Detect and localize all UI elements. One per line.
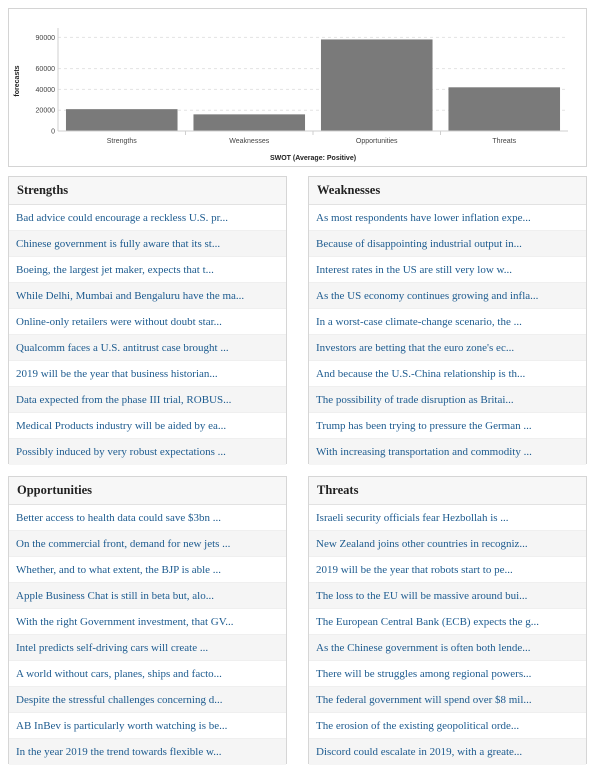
weaknesses-item-link[interactable]: As most respondents have lower inflation expe... bbox=[316, 211, 531, 224]
list-item bbox=[309, 413, 586, 439]
weaknesses-item-link[interactable]: Trump has been trying to pressure the German ... bbox=[316, 419, 532, 432]
strengths-item-link[interactable]: Medical Products industry will be aided by ea... bbox=[16, 419, 227, 432]
list-item bbox=[309, 583, 586, 609]
list-item bbox=[309, 739, 586, 765]
y-tick-label: 40000 bbox=[35, 86, 55, 94]
weaknesses-item-link[interactable]: With increasing transportation and commodity ... bbox=[316, 446, 532, 458]
strengths-item-link[interactable]: Possibly induced by very robust expectations ... bbox=[16, 446, 226, 458]
list-item bbox=[9, 713, 286, 739]
weaknesses-list bbox=[309, 205, 586, 465]
list-item bbox=[309, 505, 586, 531]
strengths-item-link[interactable]: While Delhi, Mumbai and Bengaluru have the ma... bbox=[16, 289, 245, 302]
opportunities-item-link[interactable]: Better access to health data could save $3bn ... bbox=[16, 511, 221, 524]
list-item bbox=[9, 231, 286, 257]
weaknesses-item-link[interactable]: As the US economy continues growing and infla... bbox=[316, 289, 539, 302]
list-item bbox=[9, 661, 286, 687]
list-item bbox=[309, 387, 586, 413]
weaknesses-item-link[interactable]: Investors are betting that the euro zone's ec... bbox=[316, 341, 515, 354]
threats-item-link[interactable]: The European Central Bank (ECB) expects the g... bbox=[316, 615, 539, 628]
list-item bbox=[309, 635, 586, 661]
list-item bbox=[9, 583, 286, 609]
list-item bbox=[309, 531, 586, 557]
opportunities-item-link[interactable]: Apple Business Chat is still in beta but, alo... bbox=[16, 589, 214, 602]
opportunities-item-link[interactable]: Intel predicts self-driving cars will create ... bbox=[16, 641, 209, 654]
opportunities-item-link[interactable]: A world without cars, planes, ships and facto... bbox=[16, 667, 222, 680]
weaknesses-card-title: Weaknesses bbox=[309, 177, 586, 205]
bar-threats[interactable] bbox=[448, 87, 560, 131]
threats-item-link[interactable]: New Zealand joins other countries in recogniz... bbox=[316, 537, 528, 550]
strengths-item-link[interactable]: Data expected from the phase III trial, ROBUS... bbox=[16, 393, 232, 406]
threats-item-link[interactable]: 2019 will be the year that robots start to pe... bbox=[316, 563, 513, 576]
threats-item-link[interactable]: As the Chinese government is often both lende... bbox=[316, 641, 531, 654]
weaknesses-item-link[interactable]: And because the U.S.-China relationship is th... bbox=[316, 367, 526, 380]
strengths-card-title: Strengths bbox=[9, 177, 286, 205]
list-item bbox=[9, 687, 286, 713]
list-item bbox=[309, 257, 586, 283]
opportunities-item-link[interactable]: In the year 2019 the trend towards flexible w... bbox=[16, 746, 222, 758]
opportunities-item-link[interactable]: On the commercial front, demand for new jets ... bbox=[16, 537, 231, 550]
list-item bbox=[309, 361, 586, 387]
list-item bbox=[9, 531, 286, 557]
y-tick-label: 90000 bbox=[35, 34, 55, 42]
bar-strengths[interactable] bbox=[66, 109, 178, 131]
opportunities-item-link[interactable]: AB InBev is particularly worth watching is be... bbox=[16, 719, 228, 732]
list-item bbox=[309, 283, 586, 309]
swot-chart-panel bbox=[8, 8, 587, 167]
list-item bbox=[9, 361, 286, 387]
weaknesses-item-link[interactable]: Interest rates in the US are still very low w... bbox=[316, 263, 513, 276]
y-tick-label: 20000 bbox=[35, 107, 55, 115]
list-item bbox=[309, 609, 586, 635]
list-item bbox=[9, 439, 286, 465]
x-tick-label: Threats bbox=[492, 138, 517, 145]
list-item bbox=[9, 387, 286, 413]
threats-item-link[interactable]: The federal government will spend over $8 mil... bbox=[316, 693, 532, 706]
strengths-item-link[interactable]: Qualcomm faces a U.S. antitrust case brought ... bbox=[16, 341, 229, 354]
list-item bbox=[9, 335, 286, 361]
list-item bbox=[309, 687, 586, 713]
threats-item-link[interactable]: There will be struggles among regional powers... bbox=[316, 667, 532, 680]
strengths-card bbox=[8, 176, 287, 464]
threats-card bbox=[308, 476, 587, 764]
opportunities-card bbox=[8, 476, 287, 764]
list-item bbox=[9, 205, 286, 231]
x-axis-title: SWOT (Average: Positive) bbox=[269, 155, 357, 162]
swot-bar-chart bbox=[9, 9, 588, 168]
list-item bbox=[309, 231, 586, 257]
x-tick-label: Weaknesses bbox=[229, 138, 270, 145]
strengths-item-link[interactable]: Boeing, the largest jet maker, expects that t... bbox=[16, 263, 214, 276]
list-item bbox=[309, 335, 586, 361]
opportunities-list bbox=[9, 505, 286, 765]
strengths-item-link[interactable]: Chinese government is fully aware that its st... bbox=[16, 237, 221, 250]
list-item bbox=[309, 661, 586, 687]
threats-item-link[interactable]: The erosion of the existing geopolitical orde... bbox=[316, 719, 520, 732]
list-item bbox=[309, 309, 586, 335]
list-item bbox=[9, 609, 286, 635]
list-item bbox=[9, 557, 286, 583]
x-tick-label: Strengths bbox=[106, 138, 137, 145]
list-item bbox=[9, 309, 286, 335]
weaknesses-item-link[interactable]: Because of disappointing industrial output in... bbox=[316, 237, 522, 250]
list-item bbox=[309, 557, 586, 583]
y-tick-label: 0 bbox=[51, 128, 55, 136]
strengths-list bbox=[9, 205, 286, 465]
opportunities-card-title: Opportunities bbox=[9, 477, 286, 505]
list-item bbox=[9, 257, 286, 283]
opportunities-item-link[interactable]: Despite the stressful challenges concerning d... bbox=[16, 693, 223, 706]
bar-weaknesses[interactable] bbox=[193, 114, 305, 131]
list-item bbox=[9, 635, 286, 661]
bar-opportunities[interactable] bbox=[321, 39, 433, 131]
strengths-item-link[interactable]: 2019 will be the year that business historian... bbox=[16, 367, 218, 380]
list-item bbox=[309, 205, 586, 231]
list-item bbox=[9, 413, 286, 439]
weaknesses-item-link[interactable]: The possibility of trade disruption as Britai... bbox=[316, 393, 514, 406]
opportunities-item-link[interactable]: Whether, and to what extent, the BJP is able ... bbox=[16, 563, 222, 576]
list-item bbox=[9, 739, 286, 765]
strengths-item-link[interactable]: Bad advice could encourage a reckless U.S. pr... bbox=[16, 211, 228, 224]
weaknesses-card bbox=[308, 176, 587, 464]
y-tick-label: 60000 bbox=[35, 66, 55, 74]
threats-item-link[interactable]: The loss to the EU will be massive around bui... bbox=[316, 589, 528, 602]
threats-card-title: Threats bbox=[309, 477, 586, 505]
opportunities-item-link[interactable]: With the right Government investment, that GV... bbox=[16, 615, 234, 628]
threats-item-link[interactable]: Israeli security officials fear Hezbollah is ... bbox=[316, 511, 509, 524]
list-item bbox=[9, 283, 286, 309]
list-item bbox=[9, 505, 286, 531]
threats-list bbox=[309, 505, 586, 765]
weaknesses-item-link[interactable]: In a worst-case climate-change scenario, the ... bbox=[316, 315, 522, 328]
strengths-item-link[interactable]: Online-only retailers were without doubt star... bbox=[16, 315, 222, 328]
list-item bbox=[309, 439, 586, 465]
list-item bbox=[309, 713, 586, 739]
x-tick-label: Opportunities bbox=[355, 138, 398, 145]
y-axis-title: forecasts bbox=[14, 65, 21, 97]
threats-item-link[interactable]: Discord could escalate in 2019, with a greate... bbox=[316, 746, 523, 758]
